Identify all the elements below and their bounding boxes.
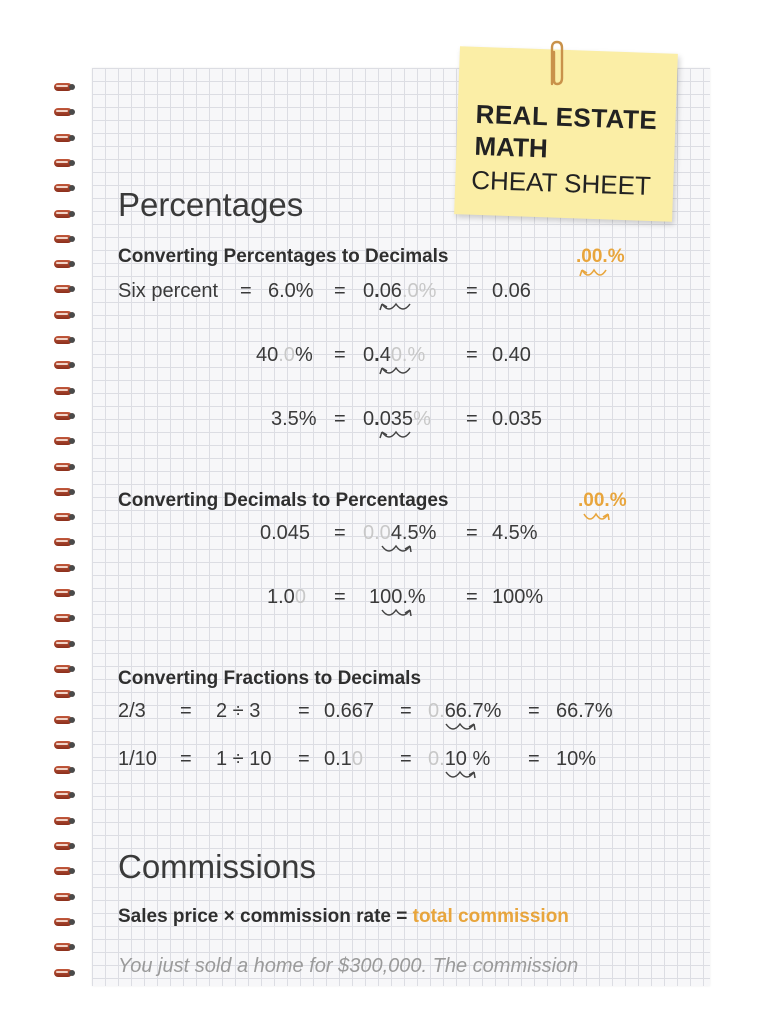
eq-sign: = xyxy=(466,586,478,608)
row-one-tenth-result: 10% xyxy=(556,748,597,770)
spiral-coil xyxy=(50,537,74,547)
row-forty-shift: 0.40.% xyxy=(363,344,426,366)
spiral-coil xyxy=(50,563,74,573)
coil-hole xyxy=(69,185,75,191)
spiral-coil xyxy=(50,436,74,446)
heading-decimal-to-percent: Converting Decimals to Percentages xyxy=(118,490,449,511)
eq-sign: = xyxy=(298,748,310,770)
row-six-percent-shift: 0.06.0% xyxy=(363,280,437,302)
coil-hole xyxy=(69,337,75,343)
row-forty-value: 40.0% xyxy=(256,344,313,366)
row-decimal-045-value: 0.045 xyxy=(260,522,311,544)
shift-arrow-icon xyxy=(376,300,420,316)
spiral-coil xyxy=(50,335,74,345)
eq-sign: = xyxy=(180,700,192,722)
row-two-thirds-division: 2 ÷ 3 xyxy=(216,700,261,722)
commission-formula: Sales price × commission rate = total commission xyxy=(118,906,569,927)
heading-fraction-to-decimal: Converting Fractions to Decimals xyxy=(118,668,422,689)
coil-hole xyxy=(69,615,75,621)
coil-hole xyxy=(69,514,75,520)
spiral-coil xyxy=(50,613,74,623)
row-decimal-045-result: 4.5% xyxy=(492,522,538,544)
spiral-coil xyxy=(50,917,74,927)
eq-sign: = xyxy=(334,586,346,608)
shift-arrow-icon xyxy=(378,542,422,558)
spiral-coil xyxy=(50,284,74,294)
coil-hole xyxy=(69,641,75,647)
spiral-coil xyxy=(50,107,74,117)
row-one-tenth-fraction: 1/10 xyxy=(118,748,157,770)
coil-hole xyxy=(69,236,75,242)
row-two-thirds-percent-shift: 0.66.7% xyxy=(428,700,502,722)
coil-hole xyxy=(69,312,75,318)
spiral-coil xyxy=(50,790,74,800)
row-one-tenth-division: 1 ÷ 10 xyxy=(216,748,272,770)
coil-hole xyxy=(69,362,75,368)
coil-hole xyxy=(69,868,75,874)
coil-hole xyxy=(69,565,75,571)
spiral-coil xyxy=(50,82,74,92)
spiral-coil xyxy=(50,715,74,725)
eq-sign: = xyxy=(334,522,346,544)
hint-percent-to-decimal: .00.% xyxy=(576,246,625,267)
heading-percent-to-decimal: Converting Percentages to Decimals xyxy=(118,246,449,267)
section-heading-commissions: Commissions xyxy=(118,848,317,885)
spiral-coil xyxy=(50,259,74,269)
coil-hole xyxy=(69,970,75,976)
eq-sign: = xyxy=(466,522,478,544)
eq-sign: = xyxy=(528,748,540,770)
eq-sign: = xyxy=(240,280,252,302)
row-two-thirds-fraction: 2/3 xyxy=(118,700,146,722)
row-six-percent-result: 0.06 xyxy=(492,280,531,302)
spiral-coil xyxy=(50,968,74,978)
spiral-coil xyxy=(50,310,74,320)
spiral-coil xyxy=(50,158,74,168)
spiral-coil xyxy=(50,892,74,902)
spiral-coil xyxy=(50,866,74,876)
row-three-half-result: 0.035 xyxy=(492,408,543,430)
spiral-coil xyxy=(50,816,74,826)
eq-sign: = xyxy=(298,700,310,722)
coil-hole xyxy=(69,84,75,90)
coil-hole xyxy=(69,792,75,798)
note-line-3: CHEAT SHEET xyxy=(470,164,652,201)
eq-sign: = xyxy=(180,748,192,770)
spiral-coil xyxy=(50,512,74,522)
spiral-coil xyxy=(50,942,74,952)
coil-hole xyxy=(69,489,75,495)
note-line-1: REAL ESTATE xyxy=(475,98,658,136)
spiral-coil xyxy=(50,689,74,699)
spiral-coil xyxy=(50,487,74,497)
spiral-coil xyxy=(50,133,74,143)
coil-hole xyxy=(69,666,75,672)
row-one-tenth-percent-shift: 0.10 % xyxy=(428,748,491,770)
row-decimal-045-shift: 0.04.5% xyxy=(363,522,437,544)
spiral-coil xyxy=(50,588,74,598)
coil-hole xyxy=(69,818,75,824)
coil-hole xyxy=(69,464,75,470)
coil-hole xyxy=(69,261,75,267)
move-left-arrow-icon xyxy=(578,266,618,282)
row-forty-result: 0.40 xyxy=(492,344,531,366)
row-three-half-value: 3.5% xyxy=(271,408,317,430)
coil-hole xyxy=(69,438,75,444)
spiral-coil xyxy=(50,234,74,244)
spiral-coil xyxy=(50,411,74,421)
spiral-coil xyxy=(50,765,74,775)
spiral-binding xyxy=(50,82,80,982)
coil-hole xyxy=(69,539,75,545)
eq-sign: = xyxy=(334,280,346,302)
commission-formula-result: total commission xyxy=(412,906,569,927)
spiral-coil xyxy=(50,462,74,472)
shift-arrow-icon xyxy=(442,768,486,784)
row-decimal-one-shift: 100.% xyxy=(369,586,426,608)
shift-arrow-icon xyxy=(442,720,486,736)
commission-example-text: You just sold a home for $300,000. The commission xyxy=(118,955,579,977)
spiral-coil xyxy=(50,841,74,851)
row-six-percent-value: 6.0% xyxy=(268,280,314,302)
coil-hole xyxy=(69,590,75,596)
eq-sign: = xyxy=(334,344,346,366)
coil-hole xyxy=(69,160,75,166)
coil-hole xyxy=(69,717,75,723)
row-decimal-one-value: 1.00 xyxy=(267,586,306,608)
eq-sign: = xyxy=(528,700,540,722)
move-right-arrow-icon xyxy=(580,510,620,526)
shift-arrow-icon xyxy=(376,428,420,444)
section-heading-percentages: Percentages xyxy=(118,186,304,223)
eq-sign: = xyxy=(400,748,412,770)
spiral-coil xyxy=(50,740,74,750)
coil-hole xyxy=(69,919,75,925)
spiral-coil xyxy=(50,183,74,193)
spiral-coil xyxy=(50,360,74,370)
coil-hole xyxy=(69,286,75,292)
spiral-coil xyxy=(50,639,74,649)
coil-hole xyxy=(69,211,75,217)
coil-hole xyxy=(69,742,75,748)
coil-hole xyxy=(69,388,75,394)
coil-hole xyxy=(69,944,75,950)
spiral-coil xyxy=(50,664,74,674)
spiral-coil xyxy=(50,386,74,396)
coil-hole xyxy=(69,135,75,141)
coil-hole xyxy=(69,843,75,849)
row-one-tenth-decimal: 0.10 xyxy=(324,748,363,770)
paperclip-icon xyxy=(545,40,567,88)
coil-hole xyxy=(69,894,75,900)
row-two-thirds-decimal: 0.667 xyxy=(324,700,375,722)
row-two-thirds-result: 66.7% xyxy=(556,700,613,722)
row-decimal-one-result: 100% xyxy=(492,586,544,608)
coil-hole xyxy=(69,767,75,773)
row-six-percent-label: Six percent xyxy=(118,280,219,302)
coil-hole xyxy=(69,691,75,697)
eq-sign: = xyxy=(466,280,478,302)
eq-sign: = xyxy=(400,700,412,722)
eq-sign: = xyxy=(466,344,478,366)
eq-sign: = xyxy=(334,408,346,430)
shift-arrow-icon xyxy=(376,364,420,380)
eq-sign: = xyxy=(466,408,478,430)
shift-arrow-icon xyxy=(378,606,422,622)
coil-hole xyxy=(69,109,75,115)
hint-decimal-to-percent: .00.% xyxy=(578,490,627,511)
spiral-coil xyxy=(50,209,74,219)
row-three-half-shift: 0.035% xyxy=(363,408,431,430)
coil-hole xyxy=(69,413,75,419)
note-line-2: MATH xyxy=(474,130,549,164)
